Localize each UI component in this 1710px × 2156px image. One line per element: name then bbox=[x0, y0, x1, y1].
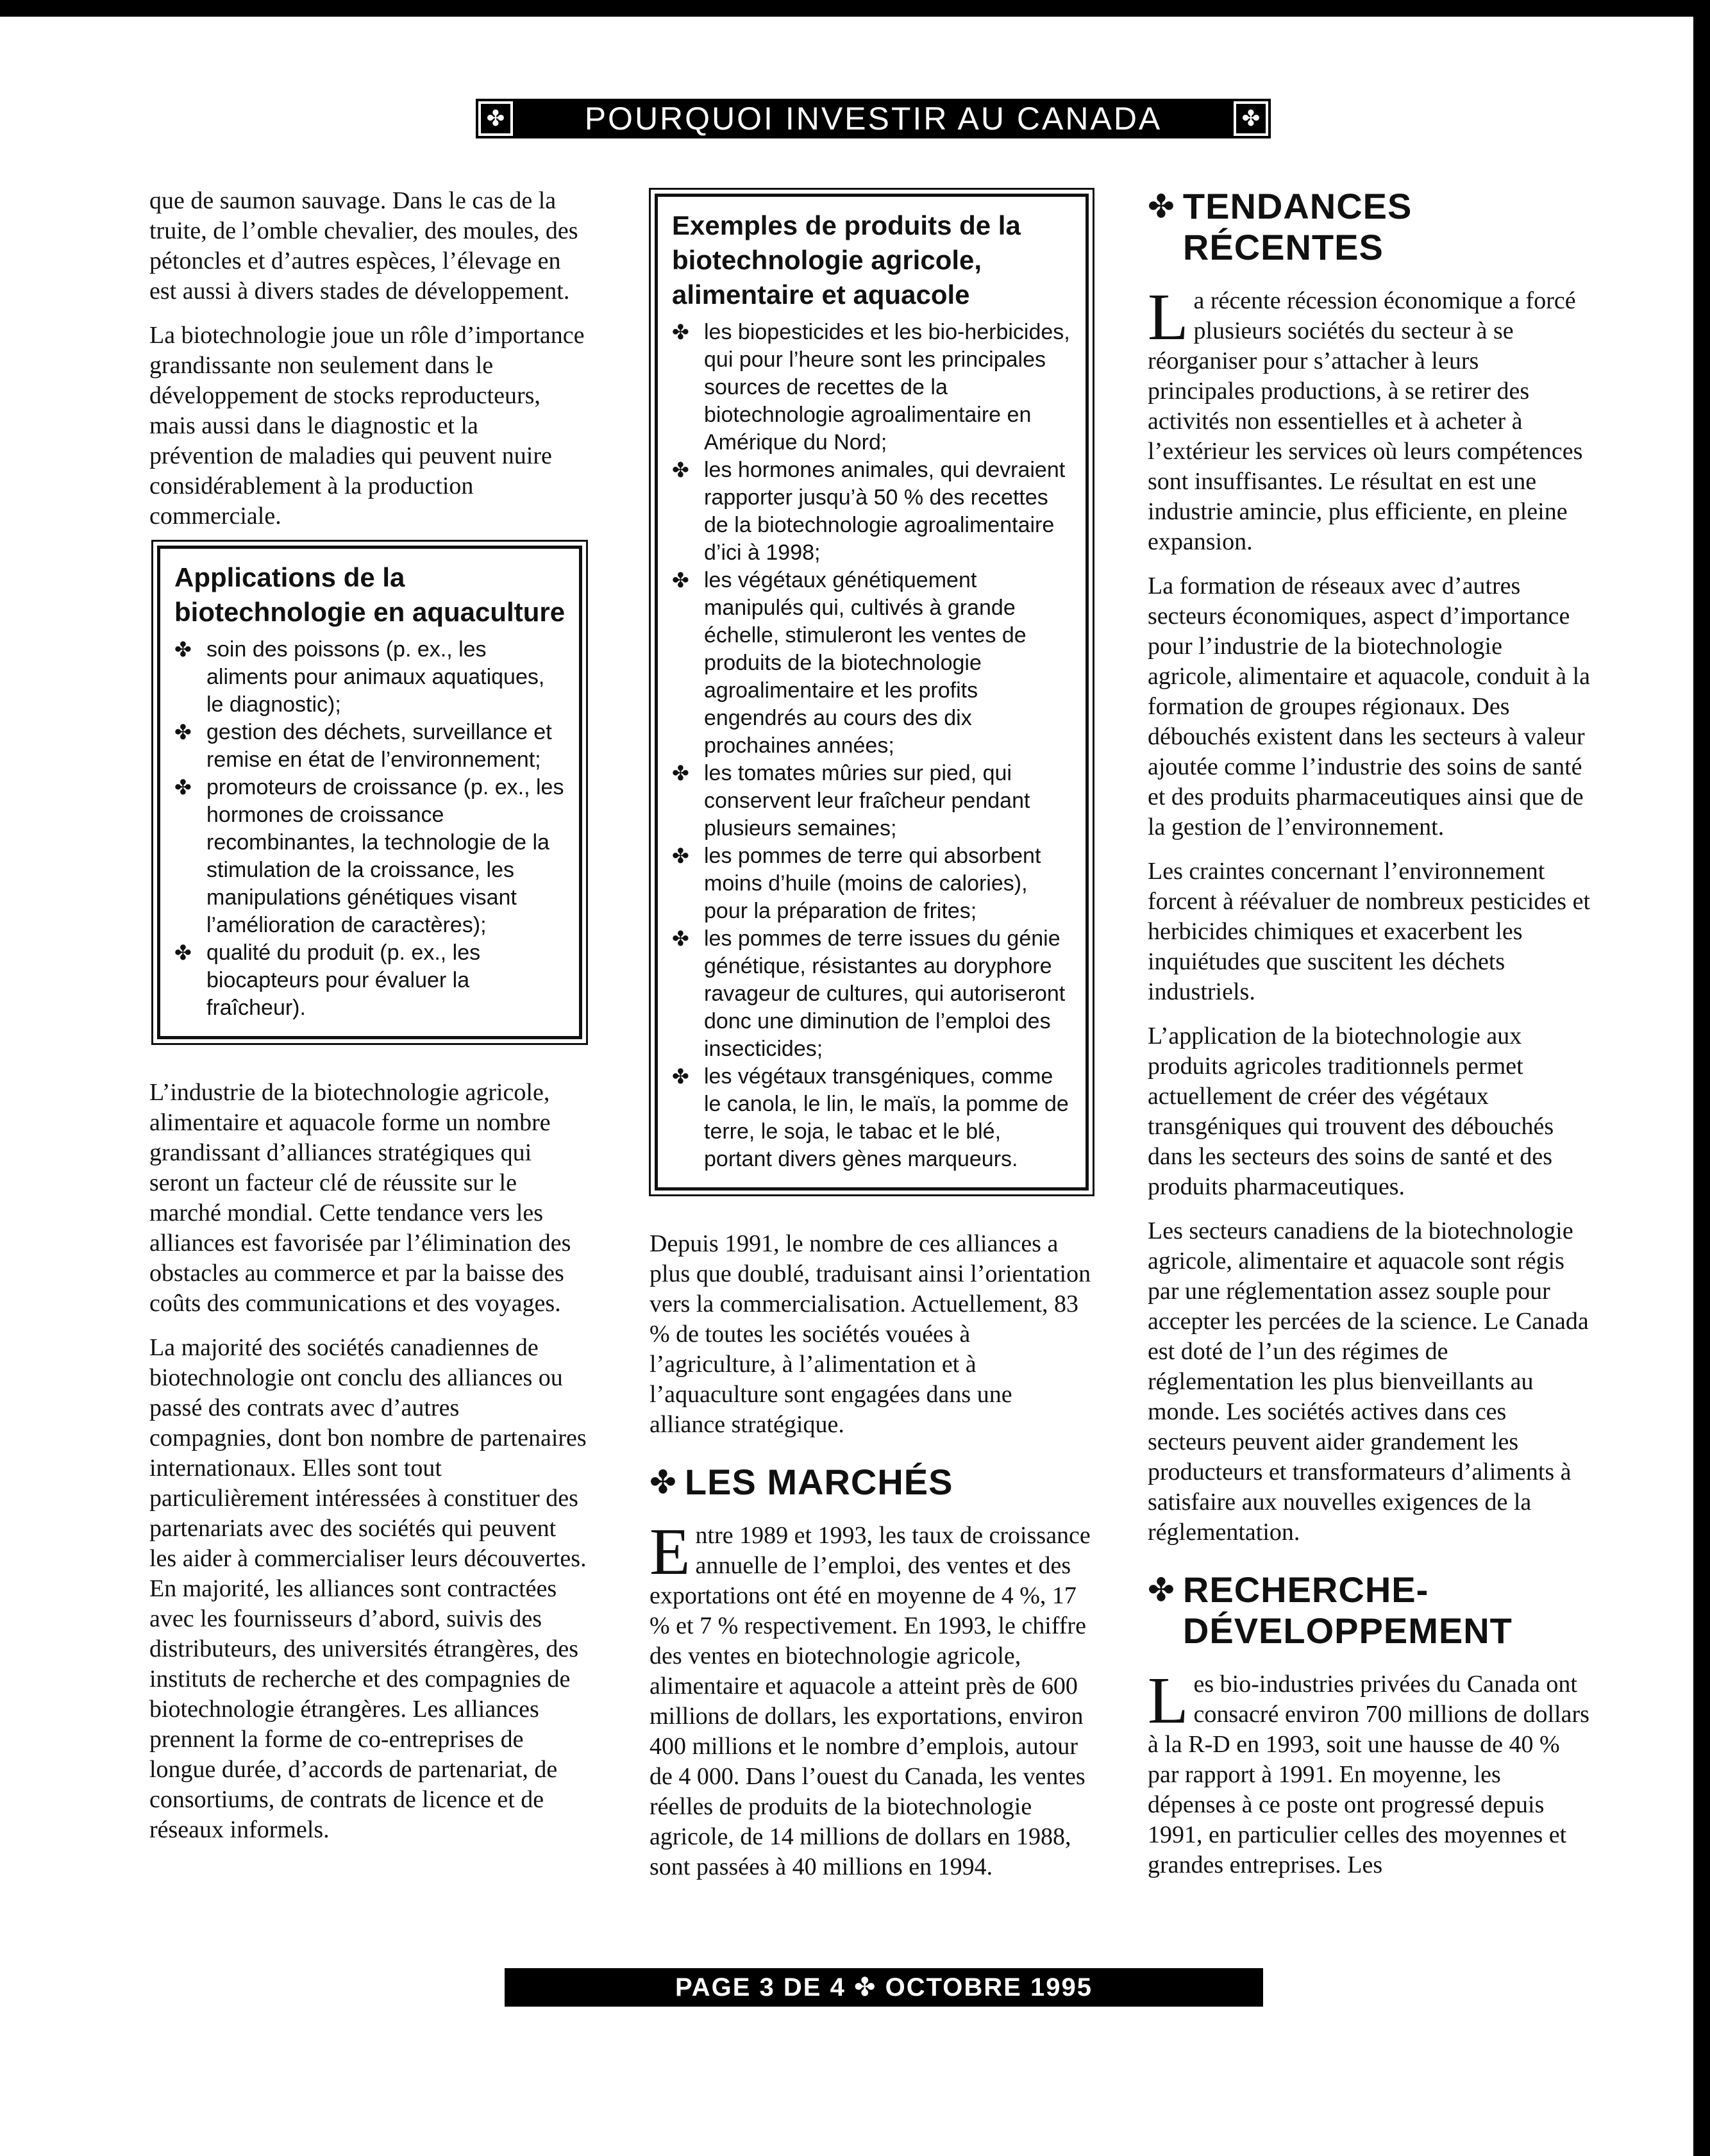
maple-leaf-icon: ✤ bbox=[672, 761, 689, 785]
list-item: ✤ les pommes de terre qui absorbent moins d’huile (moins de calories), pour la préparation de frites; bbox=[672, 844, 1041, 923]
column-3 bbox=[1148, 186, 1590, 1894]
paragraph: Les secteurs canadiens de la biotechnologie agricole, alimentaire et aquacole sont régis par une réglementation assez souple pour accepter les percées de la science. Le Canada est doté de l’un des régimes de réglementation les plus bienveillants au monde. Les sociétés actives dans ces secteurs peuvent aider grandement les producteurs et transformateurs d’aliments à satisfaire aux nouvelles exigences de la réglementation. bbox=[1148, 1217, 1589, 1546]
page-header bbox=[476, 99, 1271, 138]
drop-cap: L bbox=[1148, 1664, 1189, 1737]
maple-leaf-icon: ✤ bbox=[650, 1464, 677, 1501]
drop-cap: E bbox=[650, 1515, 691, 1589]
right-border bbox=[1693, 0, 1710, 2156]
maple-leaf-icon: ✤ bbox=[174, 637, 192, 662]
paragraph: que de saumon sauvage. Dans le cas de la truite, de l’omble chevalier, des moules, des pétoncles et d’autres espèces, l’élevage en est aussi à divers stades de développement. bbox=[149, 187, 578, 305]
list-item: ✤ les végétaux transgéniques, comme le canola, le lin, le maïs, la pomme de terre, le soja, le tabac et le blé, portant divers gènes marqueurs. bbox=[672, 1064, 1069, 1171]
column-2 bbox=[650, 186, 1094, 1896]
paragraph: La récente récession économique a forcé plusieurs sociétés du secteur à se réorganiser pour s’attacher à leurs principales productions, à se retirer des activités non essentielles et à acheter à l’extérieur les services où leurs compétences sont insuffisantes. Le résultat en est une industrie amincie, plus efficiente, en pleine expansion. bbox=[1148, 280, 1583, 555]
list-item: ✤ promoteurs de croissance (p. ex., les hormones de croissance recombinantes, la technologie de la stimulation de la croissance, les manipulations génétiques visant l’amélioration de caractères); bbox=[174, 775, 564, 937]
maple-leaf-icon: ✤ bbox=[174, 775, 192, 799]
drop-cap: L bbox=[1148, 280, 1189, 354]
paragraph: Entre 1989 et 1993, les taux de croissance annuelle de l’emploi, des ventes et des exportations ont été en moyenne de 4 %, 17 % et 7 % respectivement. En 1993, le chiffre des ventes en biotechnologie agricole, alimentaire et aquacole a atteint près de 600 millions de dollars, les exportations, environ 400 millions et le nombre d’emplois, autour de 4 000. Dans l’ouest du Canada, les ventes réelles de produits de la biotechnologie agricole, de 14 millions de dollars en 1988, sont passées à 40 millions en 1994. bbox=[650, 1515, 1091, 1880]
paragraph: Les bio-industries privées du Canada ont consacré environ 700 millions de dollars à la R-D en 1993, soit une hausse de 40 % par rapport à 1991. En moyenne, les dépenses à ce poste ont progressé depuis 1991, en particulier celles des moyennes et grandes entreprises. Les bbox=[1148, 1664, 1589, 1878]
section-heading-tendances: ✤ TENDANCES RÉCENTES bbox=[1148, 186, 1412, 267]
paragraph: L’application de la biotechnologie aux produits agricoles traditionnels permet actuellement de créer des végétaux transgéniques qui trouvent des débouchés dans les secteurs des soins de santé et des produits pharmaceutiques. bbox=[1148, 1023, 1554, 1200]
header-title: POURQUOI INVESTIR AU CANADA bbox=[584, 101, 1162, 137]
page-footer bbox=[505, 1968, 1263, 2007]
list-item: ✤ les tomates mûries sur pied, qui conservent leur fraîcheur pendant plusieurs semaines; bbox=[672, 761, 1030, 840]
paragraph: La biotechnologie joue un rôle d’importance grandissante non seulement dans le développement de stocks reproducteurs, mais aussi dans le diagnostic et la prévention de maladies qui peuvent nuire considérablement à la production commerciale. bbox=[149, 322, 585, 530]
column-1 bbox=[149, 186, 587, 1859]
maple-leaf-icon: ✤ bbox=[1148, 188, 1175, 225]
box-title: Exemples de produits de la biotechnologie agricole, alimentaire et aquacole bbox=[672, 210, 1021, 310]
maple-leaf-icon: ✤ bbox=[672, 926, 689, 951]
bullet-list bbox=[174, 636, 566, 1022]
maple-leaf-icon: ✤ bbox=[672, 568, 689, 592]
bullet-list bbox=[672, 319, 1073, 1173]
footer-text: PAGE 3 DE 4 ✤ OCTOBRE 1995 bbox=[675, 1973, 1093, 2001]
list-item: ✤ qualité du produit (p. ex., les biocapteurs pour évaluer la fraîcheur). bbox=[174, 940, 481, 1020]
maple-leaf-icon: ✤ bbox=[478, 101, 513, 136]
box-title: Applications de la biotechnologie en aquaculture bbox=[174, 562, 566, 627]
paragraph: Depuis 1991, le nombre de ces alliances a plus que doublé, traduisant ainsi l’orientation vers la commercialisation. Actuellement, 83 % de toutes les sociétés vouées à l’agriculture, à l’alimentation et à l’aquaculture sont engagées dans une alliance stratégique. bbox=[650, 1230, 1091, 1438]
top-border bbox=[0, 0, 1710, 17]
maple-leaf-icon: ✤ bbox=[1148, 1571, 1175, 1609]
maple-leaf-icon: ✤ bbox=[672, 1064, 689, 1089]
maple-leaf-icon: ✤ bbox=[672, 458, 689, 482]
maple-leaf-icon: ✤ bbox=[1234, 101, 1268, 136]
list-item: ✤ les pommes de terre issues du génie génétique, résistantes au doryphore ravageur de cultures, qui autoriseront donc une diminution de l’emploi des insecticides; bbox=[672, 926, 1066, 1061]
maple-leaf-icon: ✤ bbox=[174, 720, 192, 744]
list-item: ✤ gestion des déchets, surveillance et remise en état de l’environnement; bbox=[174, 720, 552, 772]
paragraph: L’industrie de la biotechnologie agricole, alimentaire et aquacole forme un nombre grandissant d’alliances stratégiques qui seront un facteur clé de réussite sur le marché mondial. Cette tendance vers les alliances est favorisée par l’élimination des obstacles au commerce et par la baisse des coûts des communications et des voyages. bbox=[149, 1079, 571, 1317]
paragraph: Les craintes concernant l’environnement forcent à réévaluer de nombreux pesticides et herbicides chimiques et exacerbent les inquiétudes que suscitent les déchets industriels. bbox=[1148, 858, 1591, 1005]
maple-leaf-icon: ✤ bbox=[672, 320, 689, 344]
list-item: ✤ les hormones animales, qui devraient rapporter jusqu’à 50 % des recettes de la biotechnologie agroalimentaire d’ici à 1998; bbox=[672, 458, 1066, 565]
aquaculture-applications-box bbox=[157, 546, 582, 1039]
biotech-products-box bbox=[655, 194, 1089, 1191]
section-heading-marches: ✤ LES MARCHÉS bbox=[650, 1462, 953, 1502]
list-item: ✤ les biopesticides et les bio-herbicides, qui pour l’heure sont les principales sources de recettes de la biotechnologie agroalimentaire en Amérique du Nord; bbox=[672, 320, 1070, 455]
maple-leaf-icon: ✤ bbox=[174, 940, 192, 965]
maple-leaf-icon: ✤ bbox=[672, 844, 689, 868]
paragraph: La majorité des sociétés canadiennes de biotechnologie ont conclu des alliances ou passé des contrats avec d’autres compagnies, dont bon nombre de partenaires internationaux. Elles sont tout particulièrement intéressées à constituer des partenariats avec des sociétés qui peuvent les aider à commercialiser leurs découvertes. En majorité, les alliances sont contractées avec les fournisseurs d’abord, suivis des distributeurs, des universités étrangères, des instituts de recherche et des compagnies de biotechnologie étrangères. Les alliances prennent la forme de co-entreprises de longue durée, d’accords de partenariat, de consortiums, de contrats de licence et de réseaux informels. bbox=[149, 1334, 587, 1843]
list-item: ✤ soin des poissons (p. ex., les aliments pour animaux aquatiques, le diagnostic); bbox=[174, 637, 545, 717]
section-heading-recherche: ✤ RECHERCHE-DÉVELOPPEMENT bbox=[1148, 1569, 1513, 1651]
paragraph: La formation de réseaux avec d’autres secteurs économiques, aspect d’importance pour l’industrie de la biotechnologie agricole, alimentaire et aquacole, conduit à la formation de groupes régionaux. Des débouchés existent dans les secteurs à valeur ajoutée comme l’industrie des soins de santé et des produits pharmaceutiques ainsi que de la gestion de l’environnement. bbox=[1148, 572, 1590, 840]
list-item: ✤ les végétaux génétiquement manipulés qui, cultivés à grande échelle, stimuleront les ventes de produits de la biotechnologie agroalimentaire et les profits engendrés au cours des dix prochaines années; bbox=[672, 568, 1027, 758]
